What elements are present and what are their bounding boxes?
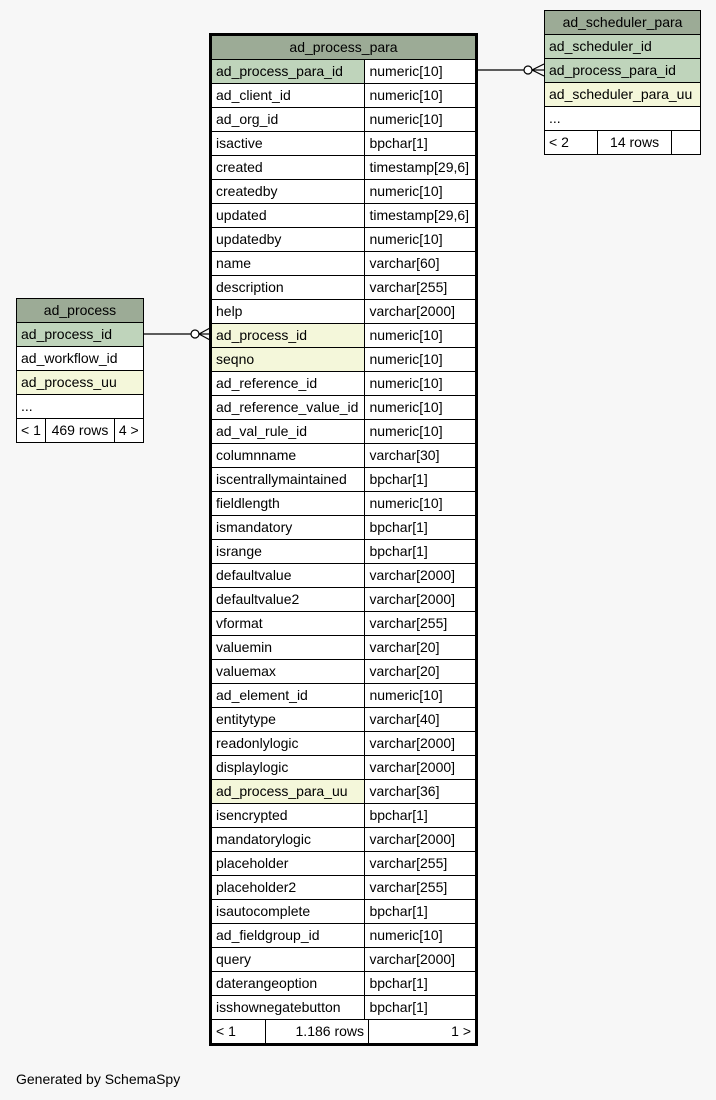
edge-process-para-to-scheduler-para [477, 64, 544, 76]
column-type: bpchar[1] [365, 972, 477, 996]
column-row[interactable] [17, 371, 144, 395]
column-name[interactable]: entitytype [211, 708, 365, 732]
footer-row-count: 469 rows [46, 419, 114, 443]
column-row[interactable] [211, 780, 477, 804]
column-name[interactable]: defaultvalue2 [211, 588, 365, 612]
footer-row-count: 1.186 rows [266, 1020, 369, 1043]
column-row[interactable] [211, 972, 477, 996]
column-row[interactable] [211, 708, 477, 732]
column-name[interactable]: ad_fieldgroup_id [211, 924, 365, 948]
column-row[interactable] [211, 444, 477, 468]
column-row[interactable] [211, 468, 477, 492]
column-name[interactable]: ad_workflow_id [17, 347, 144, 371]
column-row[interactable] [211, 636, 477, 660]
column-row[interactable] [211, 228, 477, 252]
table-title[interactable]: ad_scheduler_para [545, 11, 701, 35]
column-row[interactable] [211, 276, 477, 300]
column-row[interactable] [211, 324, 477, 348]
column-row[interactable] [211, 420, 477, 444]
column-name[interactable]: ... [17, 395, 144, 419]
footer-next[interactable]: 1 > [369, 1020, 476, 1043]
column-row[interactable] [211, 108, 477, 132]
column-name[interactable]: ad_process_id [211, 324, 365, 348]
column-row[interactable] [211, 876, 477, 900]
table-title[interactable]: ad_process [17, 299, 144, 323]
edge-process-to-process-para [144, 328, 210, 340]
column-name[interactable]: isautocomplete [211, 900, 365, 924]
column-name[interactable]: updated [211, 204, 365, 228]
column-name[interactable]: valuemax [211, 660, 365, 684]
column-name[interactable]: displaylogic [211, 756, 365, 780]
column-name[interactable]: description [211, 276, 365, 300]
column-row[interactable] [211, 516, 477, 540]
column-type: numeric[10] [365, 324, 477, 348]
column-name[interactable]: valuemin [211, 636, 365, 660]
column-type: varchar[30] [365, 444, 477, 468]
footer-grid [212, 1020, 475, 1043]
column-name[interactable]: ismandatory [211, 516, 365, 540]
footer-prev[interactable]: < 1 [17, 419, 46, 443]
column-row[interactable] [211, 828, 477, 852]
column-name[interactable]: createdby [211, 180, 365, 204]
table-ad-scheduler-para [544, 10, 701, 155]
footer-row-count: 14 rows [598, 131, 671, 155]
column-type: bpchar[1] [365, 468, 477, 492]
column-name[interactable]: ad_client_id [211, 84, 365, 108]
column-type: varchar[255] [365, 276, 477, 300]
footer-cell [211, 1020, 477, 1045]
column-row[interactable] [545, 83, 701, 107]
column-name[interactable]: isrange [211, 540, 365, 564]
column-type: bpchar[1] [365, 540, 477, 564]
column-name[interactable]: ad_reference_value_id [211, 396, 365, 420]
column-type: numeric[10] [365, 924, 477, 948]
column-name[interactable]: ad_reference_id [211, 372, 365, 396]
column-name[interactable]: ad_process_para_id [211, 60, 365, 84]
column-row[interactable] [211, 60, 477, 84]
column-type: varchar[36] [365, 780, 477, 804]
column-name[interactable]: ad_process_uu [17, 371, 144, 395]
column-name[interactable]: ad_process_para_uu [211, 780, 365, 804]
table-title[interactable]: ad_process_para [211, 35, 477, 60]
column-type: numeric[10] [365, 108, 477, 132]
column-type: numeric[10] [365, 348, 477, 372]
column-name[interactable]: ad_process_id [17, 323, 144, 347]
column-row[interactable] [211, 684, 477, 708]
column-row[interactable] [545, 107, 701, 131]
column-row[interactable] [211, 540, 477, 564]
column-row[interactable] [211, 588, 477, 612]
generated-by-credit: Generated by SchemaSpy [16, 1071, 181, 1087]
column-row[interactable] [211, 924, 477, 948]
column-type: timestamp[29,6] [365, 204, 477, 228]
column-type: numeric[10] [365, 180, 477, 204]
column-type: varchar[2000] [365, 828, 477, 852]
column-row[interactable] [17, 347, 144, 371]
column-name[interactable]: isshownegatebutton [211, 996, 365, 1020]
column-row[interactable] [211, 372, 477, 396]
column-type: varchar[20] [365, 636, 477, 660]
column-type: numeric[10] [365, 228, 477, 252]
column-row[interactable] [211, 996, 477, 1020]
column-type: varchar[40] [365, 708, 477, 732]
table-ad-process [16, 298, 144, 443]
column-row[interactable] [211, 300, 477, 324]
column-type: varchar[2000] [365, 948, 477, 972]
column-name[interactable]: query [211, 948, 365, 972]
column-row[interactable] [211, 900, 477, 924]
column-name[interactable]: ad_scheduler_para_uu [545, 83, 701, 107]
column-type: numeric[10] [365, 684, 477, 708]
table-footer [545, 131, 701, 155]
footer-next[interactable]: 4 > [114, 419, 143, 443]
column-name[interactable]: ad_element_id [211, 684, 365, 708]
column-type: numeric[10] [365, 60, 477, 84]
column-row[interactable] [211, 732, 477, 756]
column-type: varchar[20] [365, 660, 477, 684]
column-name[interactable]: placeholder [211, 852, 365, 876]
column-name[interactable]: seqno [211, 348, 365, 372]
column-name[interactable]: created [211, 156, 365, 180]
column-type: numeric[10] [365, 84, 477, 108]
column-name[interactable]: iscentrallymaintained [211, 468, 365, 492]
column-name[interactable]: ad_scheduler_id [545, 35, 701, 59]
column-type: numeric[10] [365, 372, 477, 396]
footer-prev[interactable]: < 1 [212, 1020, 266, 1043]
column-row[interactable] [211, 156, 477, 180]
column-type: bpchar[1] [365, 996, 477, 1020]
column-type: varchar[2000] [365, 588, 477, 612]
column-row[interactable] [211, 492, 477, 516]
table-footer [17, 419, 144, 443]
column-type: varchar[2000] [365, 732, 477, 756]
column-type: varchar[2000] [365, 300, 477, 324]
column-row[interactable] [211, 564, 477, 588]
column-name[interactable]: help [211, 300, 365, 324]
column-row[interactable] [211, 348, 477, 372]
column-row[interactable] [17, 395, 144, 419]
column-row[interactable] [211, 252, 477, 276]
column-name[interactable]: daterangeoption [211, 972, 365, 996]
column-row[interactable] [211, 84, 477, 108]
column-name[interactable]: isactive [211, 132, 365, 156]
column-name[interactable]: vformat [211, 612, 365, 636]
column-type: varchar[2000] [365, 756, 477, 780]
column-name[interactable]: isencrypted [211, 804, 365, 828]
column-row[interactable] [545, 35, 701, 59]
column-type: varchar[255] [365, 612, 477, 636]
column-type: numeric[10] [365, 420, 477, 444]
column-name[interactable]: placeholder2 [211, 876, 365, 900]
column-type: bpchar[1] [365, 804, 477, 828]
column-type: varchar[60] [365, 252, 477, 276]
column-row[interactable] [211, 180, 477, 204]
column-row[interactable] [211, 948, 477, 972]
column-name[interactable]: ... [545, 107, 701, 131]
column-row[interactable] [211, 660, 477, 684]
column-type: varchar[2000] [365, 564, 477, 588]
footer-next[interactable] [671, 131, 700, 155]
column-name[interactable]: mandatorylogic [211, 828, 365, 852]
column-row[interactable] [211, 396, 477, 420]
column-name[interactable]: ad_val_rule_id [211, 420, 365, 444]
column-name[interactable]: ad_org_id [211, 108, 365, 132]
footer-prev[interactable]: < 2 [545, 131, 598, 155]
column-type: bpchar[1] [365, 900, 477, 924]
column-name[interactable]: ad_process_para_id [545, 59, 701, 83]
column-row[interactable] [211, 756, 477, 780]
column-name[interactable]: name [211, 252, 365, 276]
column-type: varchar[255] [365, 852, 477, 876]
column-type: numeric[10] [365, 396, 477, 420]
column-row[interactable] [211, 804, 477, 828]
column-row[interactable] [545, 59, 701, 83]
column-type: varchar[255] [365, 876, 477, 900]
column-row[interactable] [211, 612, 477, 636]
column-row[interactable] [17, 323, 144, 347]
column-row[interactable] [211, 132, 477, 156]
column-type: timestamp[29,6] [365, 156, 477, 180]
column-name[interactable]: updatedby [211, 228, 365, 252]
column-type: numeric[10] [365, 492, 477, 516]
column-row[interactable] [211, 204, 477, 228]
column-name[interactable]: defaultvalue [211, 564, 365, 588]
column-type: bpchar[1] [365, 132, 477, 156]
table-footer [211, 1020, 477, 1045]
column-name[interactable]: columnname [211, 444, 365, 468]
column-row[interactable] [211, 852, 477, 876]
column-name[interactable]: fieldlength [211, 492, 365, 516]
column-name[interactable]: readonlylogic [211, 732, 365, 756]
column-type: bpchar[1] [365, 516, 477, 540]
table-ad-process-para [209, 33, 478, 1046]
